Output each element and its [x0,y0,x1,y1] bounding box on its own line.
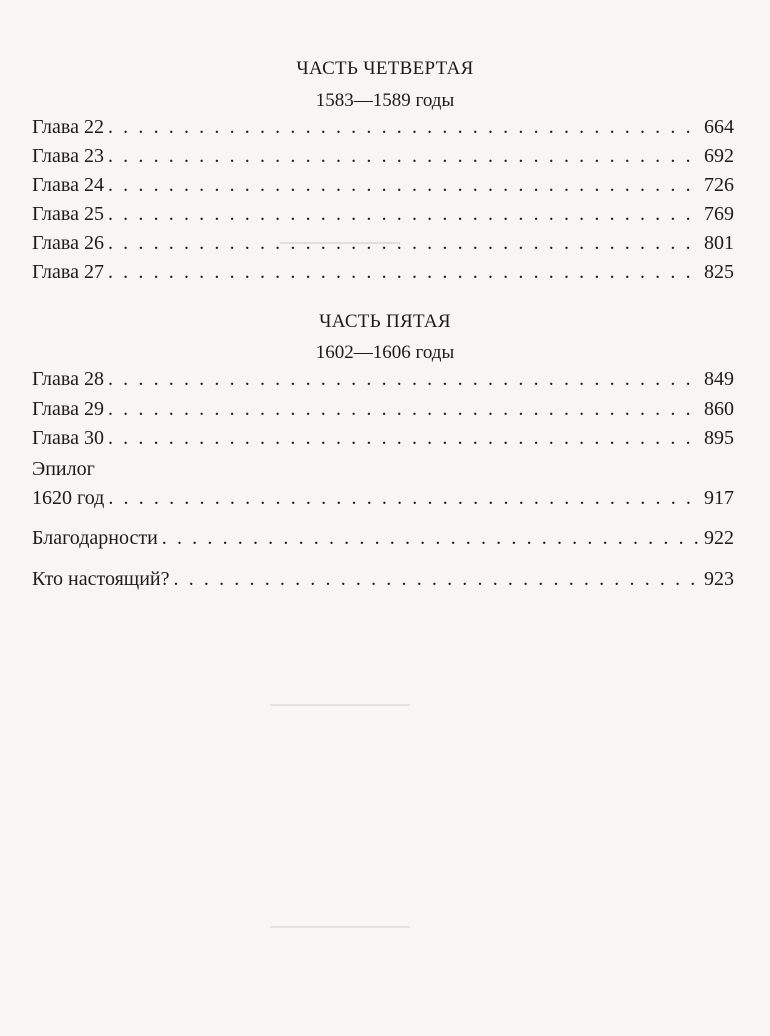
epilogue-title: Эпилог [32,458,95,480]
toc-page-number: 860 [704,398,734,420]
dot-leader [108,366,700,392]
toc-row-chapter-29[interactable] [32,396,734,422]
toc-row-who-is-real[interactable] [32,566,734,592]
toc-label: Кто настоящий? [32,568,170,590]
toc-label: Глава 22 [32,116,104,138]
dot-leader [108,485,700,511]
toc-row-chapter-24[interactable] [32,172,734,198]
part-four-title: ЧАСТЬ ЧЕТВЕРТАЯ [296,58,474,79]
toc-label: Глава 26 [32,232,104,254]
dot-leader [108,201,700,227]
part-five-years: 1602—1606 годы [315,342,455,363]
toc-label: Глава 28 [32,368,104,390]
toc-page-number: 917 [704,487,734,509]
dot-leader [108,143,700,169]
toc-label: 1620 год [32,487,105,509]
toc-page-number: 849 [704,368,734,390]
dot-leader [108,425,700,451]
toc-row-chapter-28[interactable] [32,366,734,392]
toc-label: Глава 23 [32,145,104,167]
dot-leader [108,114,700,140]
dot-leader [108,230,700,256]
toc-page-number: 922 [704,527,734,549]
toc-row-epilogue[interactable] [32,485,734,511]
part-five-title: ЧАСТЬ ПЯТАЯ [319,311,451,332]
toc-label: Благодарности [32,527,158,549]
dot-leader [108,259,700,285]
toc-row-chapter-26[interactable] [32,230,734,256]
toc-row-chapter-30[interactable] [32,425,734,451]
dot-leader [108,396,700,422]
toc-label: Глава 25 [32,203,104,225]
toc-label: Глава 29 [32,398,104,420]
dot-leader [162,525,700,551]
show-through-mark [270,912,410,928]
show-through-mark [270,690,410,706]
toc-row-chapter-22[interactable] [32,114,734,140]
dot-leader [174,566,701,592]
toc-row-chapter-23[interactable] [32,143,734,169]
part-four-years: 1583—1589 годы [315,90,455,111]
toc-row-chapter-27[interactable] [32,259,734,285]
toc-row-acknowledgements[interactable] [32,525,734,551]
toc-label: Глава 30 [32,427,104,449]
toc-label: Глава 24 [32,174,104,196]
toc-page-number: 801 [704,232,734,254]
toc-page-number: 825 [704,261,734,283]
toc-page-number: 769 [704,203,734,225]
dot-leader [108,172,700,198]
toc-row-chapter-25[interactable] [32,201,734,227]
toc-page-number: 726 [704,174,734,196]
toc-page-number: 895 [704,427,734,449]
toc-page-number: 664 [704,116,734,138]
toc-page-number: 692 [704,145,734,167]
toc-page-number: 923 [704,568,734,590]
toc-label: Глава 27 [32,261,104,283]
